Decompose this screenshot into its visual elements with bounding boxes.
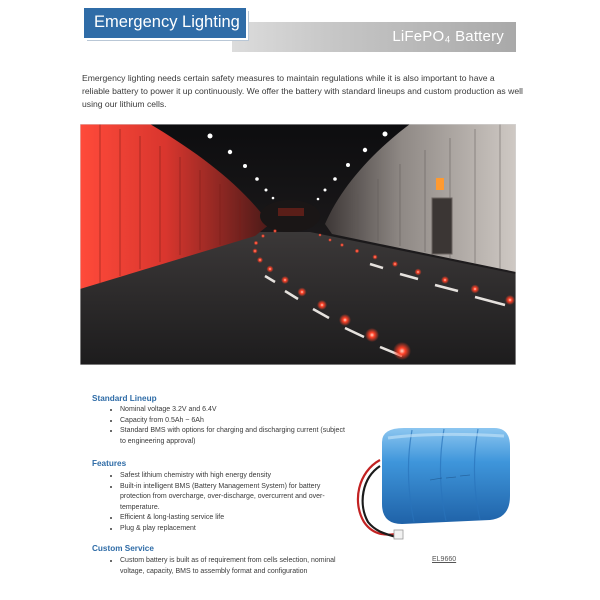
standard-lineup-heading: Standard Lineup [92,394,157,403]
page-title: Emergency Lighting [94,13,240,31]
list-item: • Safest lithium chemistry with high energy density [120,471,340,482]
features-heading: Features [92,459,127,468]
custom-service-heading: Custom Service [92,544,154,553]
subtitle-text: LiFePO₄ Battery [392,28,504,45]
list-item: • Built-in intelligent BMS (Battery Management System) for battery protection from overcharge, over-discharge, overcurrent and over-temperature. [120,482,340,514]
title-banner [84,8,246,38]
battery-pack-image [344,424,516,548]
intro-paragraph: Emergency lighting needs certain safety measures to maintain regulations while it is also important to have a reliable battery to power it up continuously. We offer the battery with standard lineups and custom production as well using our lithium cells. [82,73,523,109]
list-item: • Custom battery is built as of requirement from cells selection, nominal voltage, capacity, BMS to assembly format and configuration [120,556,352,577]
list-item: • Efficient & long-lasting service life [120,513,340,524]
list-item: • Plug & play replacement [120,524,340,535]
subtitle-banner [232,22,516,52]
product-caption: EL9660 [432,556,457,563]
standard-lineup-list [92,405,352,447]
list-item: • Standard BMS with options for charging and discharging current (subject to engineering approval) [120,426,352,447]
list-item: • Capacity from 0.5Ah ~ 6Ah [120,416,352,427]
custom-service-list [92,556,352,577]
tunnel-photo [80,124,516,365]
list-item: • Nominal voltage 3.2V and 6.4V [120,405,352,416]
features-list [92,471,340,534]
